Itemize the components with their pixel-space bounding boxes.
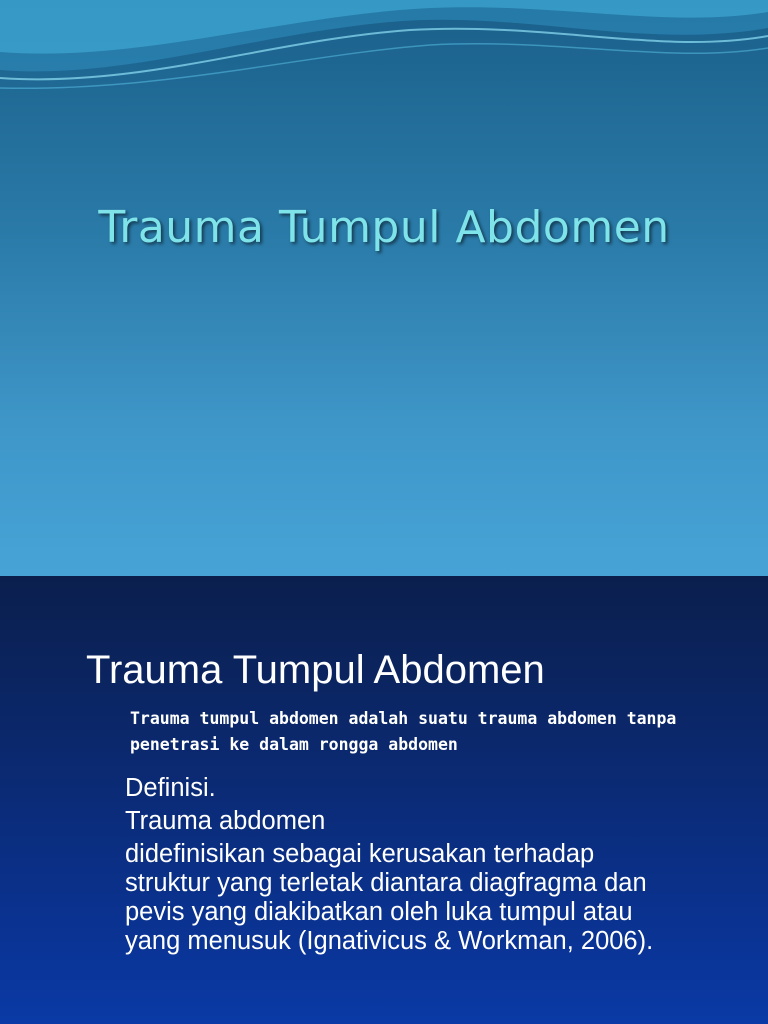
slide-heading: Trauma Tumpul Abdomen [86, 648, 545, 692]
slide-definition [0, 576, 768, 1024]
definition-term: Trauma abdomen [125, 807, 326, 835]
definition-description: didefinisikan sebagai kerusakan terhadap struktur yang terletak diantara diagfragma dan pevis yang diakibatkan oleh luka tumpul atau yang menusuk (Ignativicus & Workman, 2006). [125, 840, 654, 955]
definition-body [125, 774, 685, 960]
decorative-wave-graphic [0, 0, 768, 110]
slide-title-text: Trauma Tumpul Abdomen [98, 202, 670, 253]
definition-overlay-text: Trauma tumpul abdomen adalah suatu trauma abdomen tanpa penetrasi ke dalam rongga abdomen [130, 709, 677, 754]
definition-label: Definisi. [125, 774, 216, 802]
